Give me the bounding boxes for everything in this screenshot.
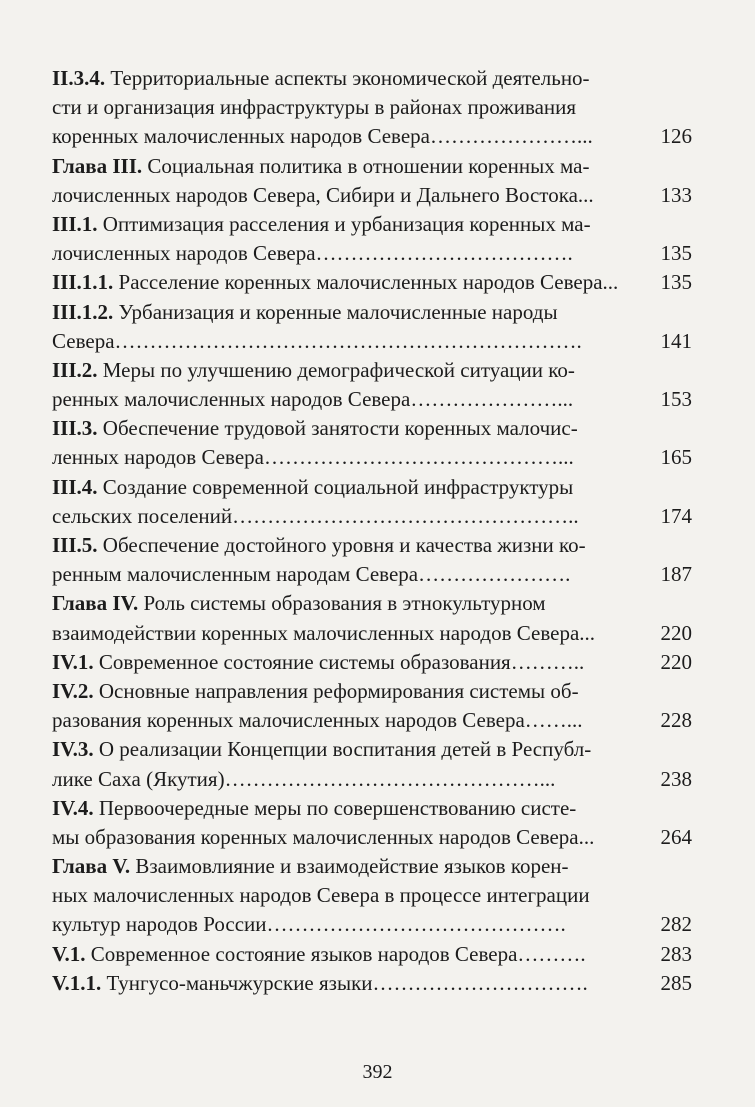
toc-entry-page: 135 bbox=[660, 241, 692, 266]
toc-entry-text bbox=[52, 677, 630, 706]
toc-entry-label: III.5. bbox=[52, 533, 98, 557]
toc-entry-text bbox=[52, 210, 630, 239]
toc-entry-page: 282 bbox=[660, 912, 692, 937]
toc-entry-text bbox=[52, 181, 630, 210]
toc-entry-text bbox=[52, 765, 630, 794]
toc-entry-page: 285 bbox=[660, 970, 692, 995]
toc-entry-label: IV.4. bbox=[52, 795, 94, 820]
toc-entry-line bbox=[52, 181, 692, 210]
toc-entry-text bbox=[52, 794, 630, 823]
toc-entry-page: 135 bbox=[660, 270, 692, 295]
toc-entry-text bbox=[52, 706, 630, 735]
toc-entry-label: III.1.1. bbox=[52, 270, 114, 295]
toc-entry-text bbox=[52, 969, 630, 998]
toc-entry-title: Тунгусо-маньчжурские языки…………………………. bbox=[106, 970, 588, 995]
toc-entry-title: сельских поселений………………………………………….. bbox=[52, 503, 579, 528]
toc-entry-label: Глава V. bbox=[52, 854, 131, 879]
toc-entry-text bbox=[52, 152, 630, 181]
toc-entry bbox=[52, 940, 692, 969]
toc-entry-title: лочисленных народов Севера, Сибири и Дальнего Востока... bbox=[52, 182, 594, 207]
toc-entry-label: III.1. bbox=[52, 211, 98, 236]
toc-entry-page: 264 bbox=[660, 824, 692, 849]
toc-entry bbox=[52, 298, 692, 356]
toc-entry-title: культур народов России……………………………………. bbox=[52, 912, 566, 937]
toc-entry bbox=[52, 648, 692, 677]
toc-entry-text bbox=[52, 122, 630, 151]
toc-entry-text bbox=[52, 93, 630, 122]
toc-entry bbox=[52, 852, 692, 940]
toc-entry bbox=[52, 794, 692, 852]
toc-entry-text bbox=[52, 327, 630, 356]
toc-entry-title: взаимодействии коренных малочисленных народов Севера... bbox=[52, 620, 596, 645]
toc-entry-title: Роль системы образования в этнокультурном bbox=[143, 591, 546, 616]
toc-entry-title: О реализации Концепции воспитания детей в Республ- bbox=[98, 737, 592, 762]
toc-entry-page: 126 bbox=[660, 124, 692, 149]
toc-entry-line bbox=[52, 881, 692, 910]
toc-entry-title: Социальная политика в отношении коренных ма- bbox=[147, 153, 590, 178]
toc-entry-line bbox=[52, 794, 692, 823]
toc-entry-label: III.3. bbox=[52, 416, 98, 441]
toc-entry-page: 228 bbox=[660, 708, 692, 733]
toc-entry-line bbox=[52, 910, 692, 939]
toc-entry-label: V.1. bbox=[52, 941, 86, 966]
toc-entry-text bbox=[52, 910, 630, 939]
toc-entry-title: коренных малочисленных народов Севера…………………... bbox=[52, 124, 593, 149]
toc-entry-line bbox=[52, 239, 692, 268]
toc-entry-title: Современное состояние системы образования……….. bbox=[98, 649, 585, 674]
toc-entry-page: 220 bbox=[660, 649, 692, 674]
toc-entry-page: 165 bbox=[660, 445, 692, 470]
toc-entry-text bbox=[52, 298, 630, 327]
toc-entry-title: Урбанизация и коренные малочисленные народы bbox=[118, 299, 558, 324]
toc-entry-title: ленных народов Севера……………………………………... bbox=[52, 445, 574, 470]
toc-entry-line bbox=[52, 385, 692, 414]
toc-entry-title: ренных малочисленных народов Севера…………………... bbox=[52, 387, 574, 412]
toc-entry-title: Оптимизация расселения и урбанизация коренных ма- bbox=[102, 211, 591, 236]
toc-entry-line bbox=[52, 969, 692, 998]
toc-entry-label: IV.3. bbox=[52, 737, 94, 762]
toc-entry-page: 187 bbox=[660, 562, 692, 587]
toc-entry-line bbox=[52, 64, 692, 93]
toc-entry-title: Первоочередные меры по совершенствованию систе- bbox=[98, 795, 577, 820]
toc-entry-line bbox=[52, 473, 692, 502]
toc-entry-page: 283 bbox=[660, 941, 692, 966]
toc-entry-line bbox=[52, 677, 692, 706]
toc-entry bbox=[52, 268, 692, 297]
toc-entry-label: III.1.2. bbox=[52, 299, 114, 324]
toc-entry-text bbox=[52, 239, 630, 268]
toc-entry-text bbox=[52, 940, 630, 969]
toc-entry-line bbox=[52, 502, 692, 531]
toc-entry-line bbox=[52, 619, 692, 648]
toc-entry-text bbox=[52, 268, 630, 297]
toc-entry-page: 153 bbox=[660, 387, 692, 412]
toc-entry-title: Расселение коренных малочисленных народов Севера... bbox=[118, 270, 619, 295]
toc-entry bbox=[52, 152, 692, 210]
toc-entry-title: ных малочисленных народов Севера в процессе интеграции bbox=[52, 883, 590, 908]
toc-entry-line bbox=[52, 765, 692, 794]
toc-entry-line bbox=[52, 356, 692, 385]
toc-entry bbox=[52, 356, 692, 414]
toc-entry-title: ренным малочисленным народам Севера…………………. bbox=[52, 562, 571, 587]
toc-entry-title: разования коренных малочисленных народов Севера……... bbox=[52, 708, 583, 733]
toc-entry-text bbox=[52, 64, 630, 93]
toc-entry-text bbox=[52, 852, 630, 881]
toc-entry bbox=[52, 677, 692, 735]
toc-entry-title: лике Саха (Якутия)………………………………………... bbox=[52, 766, 556, 791]
toc-entry-title: Территориальные аспекты экономической деятельно- bbox=[110, 66, 590, 90]
toc-entry bbox=[52, 735, 692, 793]
toc-entry-title: Современное состояние языков народов Севера………. bbox=[90, 941, 586, 966]
toc-entry-title: Севера…………………………………………………………. bbox=[52, 328, 582, 353]
toc-entry-line bbox=[52, 648, 692, 677]
toc-entry-text bbox=[52, 560, 630, 589]
toc-entry-page: 133 bbox=[660, 182, 692, 207]
toc-entry-text bbox=[52, 881, 630, 910]
toc-entry-line bbox=[52, 268, 692, 297]
toc-entry-label: IV.2. bbox=[52, 678, 94, 703]
toc-entry-line bbox=[52, 531, 692, 560]
toc-entry-label: II.3.4. bbox=[52, 66, 106, 90]
toc-entry-line bbox=[52, 210, 692, 239]
toc-entry-title: лочисленных народов Севера………………………………. bbox=[52, 241, 573, 266]
toc-entry-line bbox=[52, 852, 692, 881]
toc-entry-label: Глава III. bbox=[52, 153, 143, 178]
page-number: 392 bbox=[362, 1061, 393, 1083]
toc-entry-page: 141 bbox=[660, 328, 692, 353]
toc-entry-title: Основные направления реформирования системы об- bbox=[98, 678, 579, 703]
toc-entry-text bbox=[52, 589, 630, 618]
toc-entry-label: III.4. bbox=[52, 474, 98, 499]
toc-entry-text bbox=[52, 473, 630, 502]
toc-entry-text bbox=[52, 443, 630, 472]
toc-entry-line bbox=[52, 940, 692, 969]
toc-entry-title: Обеспечение трудовой занятости коренных малочис- bbox=[102, 416, 578, 441]
toc-entry bbox=[52, 531, 692, 589]
toc-entry-line bbox=[52, 735, 692, 764]
toc-entry-title: сти и организация инфраструктуры в районах проживания bbox=[52, 95, 577, 120]
toc-entry-title: Создание современной социальной инфраструктуры bbox=[102, 474, 574, 499]
toc-entry-title: мы образования коренных малочисленных народов Севера... bbox=[52, 824, 595, 849]
toc-entry bbox=[52, 64, 692, 152]
toc-entry-line bbox=[52, 298, 692, 327]
toc-entry-title: Меры по улучшению демографической ситуации ко- bbox=[102, 357, 575, 382]
toc-entry-label: III.2. bbox=[52, 357, 98, 382]
toc-entry-text bbox=[52, 356, 630, 385]
toc-entry-text bbox=[52, 648, 630, 677]
toc-entry-text bbox=[52, 735, 630, 764]
toc-entry-label: Глава IV. bbox=[52, 591, 139, 616]
toc-entry bbox=[52, 589, 692, 647]
toc-entry-label: V.1.1. bbox=[52, 970, 102, 995]
toc-entry-page: 238 bbox=[660, 766, 692, 791]
toc-entry-text bbox=[52, 502, 630, 531]
toc-entry-line bbox=[52, 706, 692, 735]
toc-entry-line bbox=[52, 93, 692, 122]
toc-entry-line bbox=[52, 560, 692, 589]
toc-entry-label: IV.1. bbox=[52, 649, 94, 674]
toc-entry bbox=[52, 210, 692, 268]
toc-entry-line bbox=[52, 327, 692, 356]
toc-entry-line bbox=[52, 443, 692, 472]
toc-entry-page: 220 bbox=[660, 620, 692, 645]
toc-entry bbox=[52, 473, 692, 531]
toc-entry bbox=[52, 414, 692, 472]
toc-entry-line bbox=[52, 414, 692, 443]
table-of-contents bbox=[52, 64, 692, 998]
toc-entry-text bbox=[52, 619, 630, 648]
toc-entry-line bbox=[52, 152, 692, 181]
toc-entry-text bbox=[52, 385, 630, 414]
toc-entry-line bbox=[52, 823, 692, 852]
toc-entry-text bbox=[52, 823, 630, 852]
toc-entry-page: 174 bbox=[660, 503, 692, 528]
toc-entry-title: Обеспечение достойного уровня и качества жизни ко- bbox=[102, 533, 586, 557]
toc-entry-line bbox=[52, 122, 692, 151]
toc-entry-text bbox=[52, 531, 630, 560]
toc-entry-title: Взаимовлияние и взаимодействие языков корен- bbox=[135, 854, 569, 879]
toc-entry-line bbox=[52, 589, 692, 618]
toc-entry-text bbox=[52, 414, 630, 443]
toc-entry bbox=[52, 969, 692, 998]
